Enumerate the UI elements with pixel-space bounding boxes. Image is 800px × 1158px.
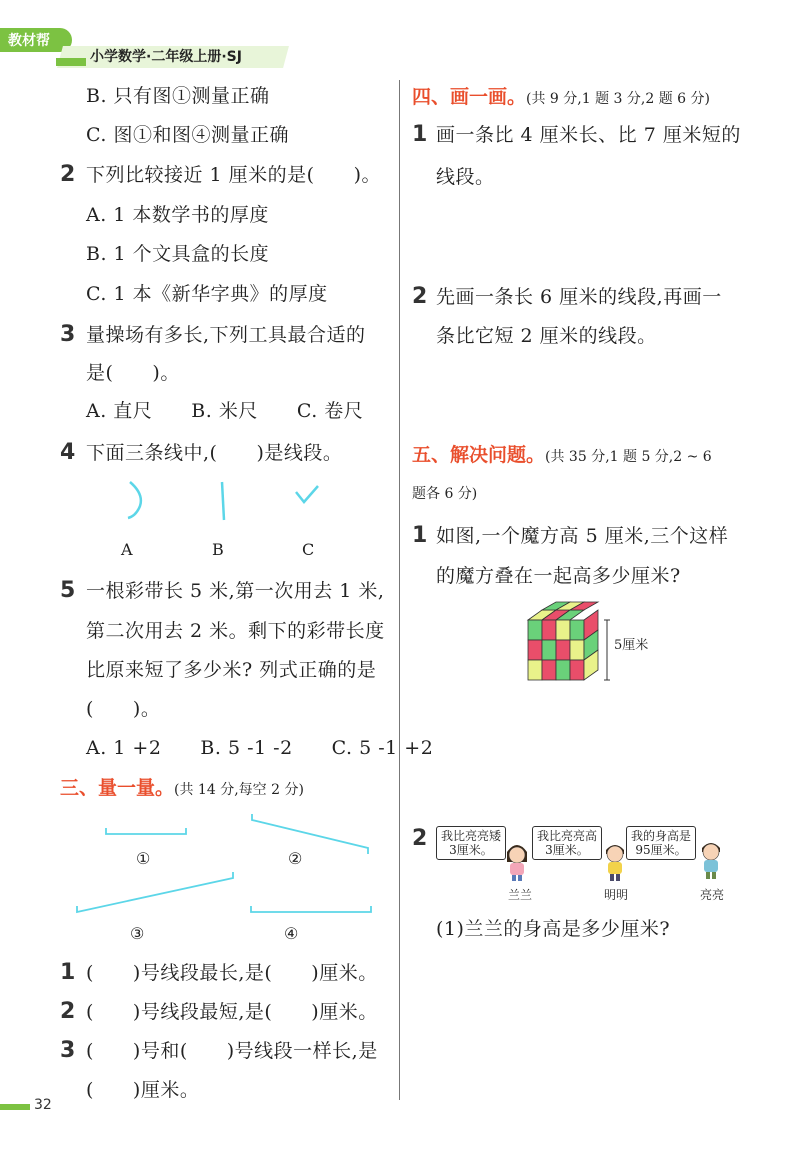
draw1-text-2: 线段。 bbox=[436, 166, 495, 188]
column-divider bbox=[399, 80, 400, 1100]
section5-heading bbox=[412, 442, 712, 470]
q4-lines-figure bbox=[100, 476, 360, 526]
solve1-text-2: 的魔方叠在一起高多少厘米? bbox=[436, 565, 681, 587]
choice-b-label: B bbox=[212, 540, 224, 559]
q3-number: 3 bbox=[60, 322, 76, 347]
title-band-accent bbox=[56, 58, 86, 66]
kid-lanlan-name: 兰兰 bbox=[508, 888, 533, 902]
fill2-text: ( )号线段最短,是( )厘米。 bbox=[86, 1001, 378, 1023]
draw2-text-2: 条比它短 2 厘米的线段。 bbox=[436, 325, 657, 347]
header-bar bbox=[0, 28, 290, 68]
section5-title: 五、解决问题。 bbox=[412, 444, 546, 466]
q4-text: 下面三条线中,( )是线段。 bbox=[86, 442, 343, 464]
draw2-number: 2 bbox=[412, 284, 428, 309]
segment-2-label: ② bbox=[288, 849, 303, 868]
fill1-text: ( )号线段最长,是( )厘米。 bbox=[86, 962, 378, 984]
choice-c-label: C bbox=[302, 540, 315, 559]
segment-2 bbox=[252, 814, 368, 854]
fill1-number: 1 bbox=[60, 960, 76, 985]
segment-4-label: ④ bbox=[284, 924, 299, 943]
kid-liangliang-name: 亮亮 bbox=[700, 888, 725, 902]
draw2-text-1: 先画一条长 6 厘米的线段,再画一 bbox=[436, 286, 722, 308]
solve1-text-1: 如图,一个魔方高 5 厘米,三个这样 bbox=[436, 525, 729, 547]
book-title: 小学数学·二年级上册·SJ bbox=[90, 49, 242, 65]
segment-1 bbox=[106, 828, 186, 834]
q3-options: A. 直尺 B. 米尺 C. 卷尺 bbox=[86, 400, 364, 422]
segment-3 bbox=[77, 872, 233, 912]
q3-text-2: 是( )。 bbox=[86, 362, 180, 384]
section5-note-2: 题各 6 分) bbox=[412, 486, 478, 502]
segment-4 bbox=[251, 906, 371, 912]
q4-number: 4 bbox=[60, 440, 76, 465]
choice-a-label: A bbox=[121, 540, 133, 559]
q5-options: A. 1 +2 B. 5 -1 -2 C. 5 -1 +2 bbox=[86, 737, 434, 759]
fill3-number: 3 bbox=[60, 1038, 76, 1063]
section3-title: 三、量一量。 bbox=[60, 777, 175, 799]
section4-note: (共 9 分,1 题 3 分,2 题 6 分) bbox=[526, 91, 710, 107]
brand-label: 教材帮 bbox=[8, 33, 50, 49]
segment-b bbox=[222, 482, 224, 520]
bubble-liangliang: 我的身高是95厘米。 bbox=[626, 826, 696, 860]
q2-option-a: A. 1 本数学书的厚度 bbox=[86, 204, 269, 226]
kid-mingming-name: 明明 bbox=[604, 888, 629, 902]
solve2-number: 2 bbox=[412, 826, 428, 851]
fill3-text-1: ( )号和( )号线段一样长,是 bbox=[86, 1040, 378, 1062]
q2-option-b: B. 1 个文具盒的长度 bbox=[86, 243, 270, 265]
section5-note: (共 35 分,1 题 5 分,2 ~ 6 bbox=[545, 449, 712, 465]
fill3-text-2: ( )厘米。 bbox=[86, 1079, 200, 1101]
fill2-number: 2 bbox=[60, 999, 76, 1024]
cube-front-face bbox=[528, 620, 584, 680]
ray-c bbox=[296, 486, 318, 502]
segment-1-label: ① bbox=[136, 849, 151, 868]
q5-text-4: ( )。 bbox=[86, 698, 161, 720]
q5-text-2: 第二次用去 2 米。剩下的彩带长度 bbox=[86, 620, 385, 642]
measure-segments-figure bbox=[60, 810, 390, 920]
height-marker bbox=[604, 620, 610, 680]
section4-heading bbox=[412, 84, 710, 112]
bubble-lanlan: 我比亮亮矮3厘米。 bbox=[436, 826, 506, 860]
q2-number: 2 bbox=[60, 162, 76, 187]
solve1-number: 1 bbox=[412, 523, 428, 548]
q5-number: 5 bbox=[60, 578, 76, 603]
kid-mingming-figure bbox=[600, 838, 630, 882]
page-number-bar bbox=[0, 1104, 30, 1110]
draw1-text-1: 画一条比 4 厘米长、比 7 厘米短的 bbox=[436, 124, 741, 146]
option-b-prev: B. 只有图①测量正确 bbox=[86, 85, 270, 107]
cube-height-label: 5厘米 bbox=[614, 638, 649, 653]
q5-text-1: 一根彩带长 5 米,第一次用去 1 米, bbox=[86, 580, 385, 602]
segment-3-label: ③ bbox=[130, 924, 145, 943]
q5-text-3: 比原来短了多少米? 列式正确的是 bbox=[86, 659, 377, 681]
kid-lanlan-figure bbox=[502, 838, 532, 882]
q2-option-c: C. 1 本《新华字典》的厚度 bbox=[86, 283, 328, 305]
kid-liangliang-figure bbox=[696, 836, 726, 880]
cube-side-face bbox=[584, 610, 598, 680]
section3-note: (共 14 分,每空 2 分) bbox=[174, 782, 304, 798]
bubble-mingming: 我比亮亮高3厘米。 bbox=[532, 826, 602, 860]
section3-heading bbox=[60, 775, 304, 803]
page-number: 32 bbox=[34, 1097, 52, 1113]
q3-text-1: 量操场有多长,下列工具最合适的 bbox=[86, 324, 366, 346]
curve-a bbox=[128, 482, 141, 518]
q2-text: 下列比较接近 1 厘米的是( )。 bbox=[86, 164, 381, 186]
option-c-prev: C. 图①和图④测量正确 bbox=[86, 124, 289, 146]
section4-title: 四、画一画。 bbox=[412, 86, 527, 108]
draw1-number: 1 bbox=[412, 122, 428, 147]
solve2-sub1: (1)兰兰的身高是多少厘米? bbox=[436, 918, 671, 940]
